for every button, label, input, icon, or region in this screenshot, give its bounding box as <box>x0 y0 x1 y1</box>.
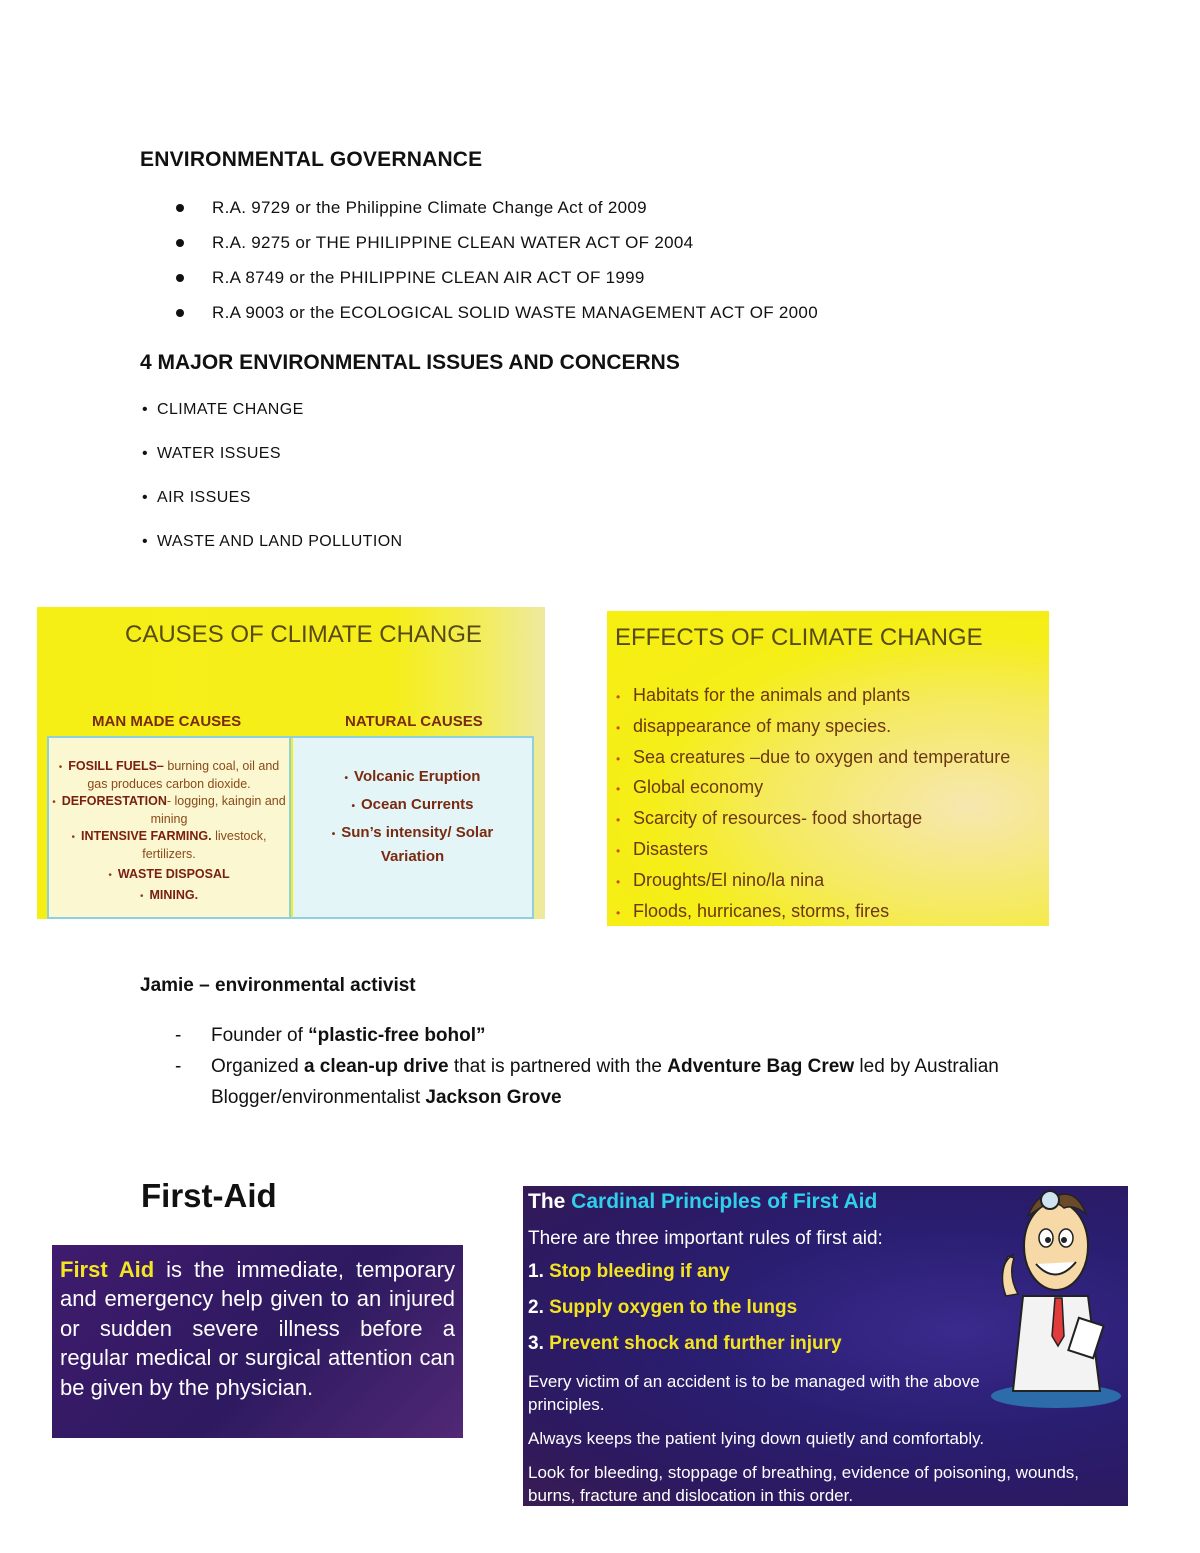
list-item: • Global economy <box>616 777 764 798</box>
principles-intro: There are three important rules of first aid: <box>528 1228 883 1249</box>
man-made-header: MAN MADE CAUSES <box>92 713 242 730</box>
effects-list <box>616 683 1010 929</box>
causes-slide-image <box>37 607 545 919</box>
list-item: - Founder of “plastic-free bohol” <box>175 1025 486 1046</box>
bullet-icon <box>176 309 184 317</box>
list-item: • WASTE DISPOSAL <box>108 867 230 881</box>
natural-header: NATURAL CAUSES <box>345 713 483 730</box>
list-item: • DEFORESTATION- logging, kaingin and mining <box>52 794 286 826</box>
issues-heading: 4 MAJOR ENVIRONMENTAL ISSUES AND CONCERNS <box>140 351 680 374</box>
list-item: • INTENSIVE FARMING. livestock, fertilizers. <box>71 829 267 861</box>
natural-column <box>293 738 532 917</box>
issues-list <box>142 398 403 574</box>
list-item: • Sun’s intensity/ Solar Variation <box>331 824 494 865</box>
list-item: • AIR ISSUES <box>142 489 251 506</box>
principles-paragraph: Look for bleeding, stoppage of breathing, evidence of poisoning, wounds, burns, fracture and dislocation in this order. <box>528 1463 1080 1505</box>
list-item: • Droughts/El nino/la nina <box>616 869 825 890</box>
list-item: • WATER ISSUES <box>142 445 281 462</box>
list-item: - Organized a clean-up drive that is partnered with the Adventure Bag Crew led by Australian Blogger/environmentalist Jackson Grove <box>175 1056 999 1108</box>
effects-slide-title: EFFECTS OF CLIMATE CHANGE <box>615 624 983 651</box>
principles-paragraph: Always keeps the patient lying down quietly and comfortably. <box>528 1429 985 1448</box>
governance-heading: ENVIRONMENTAL GOVERNANCE <box>140 148 483 171</box>
list-item: • CLIMATE CHANGE <box>142 401 304 418</box>
list-item: • Habitats for the animals and plants <box>616 685 911 705</box>
causes-table <box>47 736 534 919</box>
list-item: • Disasters <box>616 838 709 859</box>
bullet-icon <box>176 239 184 247</box>
list-item: • WASTE AND LAND POLLUTION <box>142 533 403 550</box>
first-aid-definition-image <box>52 1245 463 1438</box>
list-item: R.A 9003 or the ECOLOGICAL SOLID WASTE MANAGEMENT ACT OF 2000 <box>172 301 818 336</box>
list-item: • Floods, hurricanes, storms, fires <box>616 900 890 921</box>
bullet-icon <box>176 274 184 282</box>
man-made-column <box>49 738 291 917</box>
cardinal-principles-image <box>523 1186 1128 1506</box>
principles-title: The Cardinal Principles of First Aid <box>528 1190 878 1213</box>
list-item: • FOSILL FUELS– burning coal, oil and gas produces carbon dioxide. <box>58 759 280 791</box>
governance-list <box>172 196 818 336</box>
list-item: • Sea creatures –due to oxygen and temperature <box>616 746 1011 767</box>
list-item: 1. Stop bleeding if any <box>528 1261 730 1282</box>
bullet-icon <box>176 204 184 212</box>
list-item: • Volcanic Eruption <box>344 768 481 785</box>
causes-slide-title: CAUSES OF CLIMATE CHANGE <box>125 621 482 648</box>
jamie-heading: Jamie – environmental activist <box>140 975 416 996</box>
first-aid-definition: First Aid is the immediate, temporary and emergency help given to an injured or sudden severe illness before a regular medical or surgical attention can be given by the physician. <box>60 1257 455 1400</box>
list-item: 2. Supply oxygen to the lungs <box>528 1297 798 1318</box>
principles-paragraph: Every victim of an accident is to be managed with the above principles. <box>528 1372 980 1414</box>
list-item: R.A 8749 or the PHILIPPINE CLEAN AIR ACT OF 1999 <box>172 266 818 301</box>
doctor-cartoon-icon <box>978 1186 1128 1411</box>
list-item: • MINING. <box>139 888 199 902</box>
list-item: • Scarcity of resources- food shortage <box>616 808 923 829</box>
first-aid-heading: First-Aid <box>141 1177 277 1214</box>
effects-slide-image <box>607 611 1049 926</box>
list-item: • disappearance of many species. <box>616 715 892 736</box>
list-item: R.A. 9729 or the Philippine Climate Change Act of 2009 <box>172 196 818 231</box>
jamie-list <box>175 1020 1015 1113</box>
list-item: R.A. 9275 or THE PHILIPPINE CLEAN WATER ACT OF 2004 <box>172 231 818 266</box>
principles-rules <box>528 1260 842 1368</box>
list-item: • Ocean Currents <box>351 796 474 813</box>
list-item: 3. Prevent shock and further injury <box>528 1333 842 1354</box>
